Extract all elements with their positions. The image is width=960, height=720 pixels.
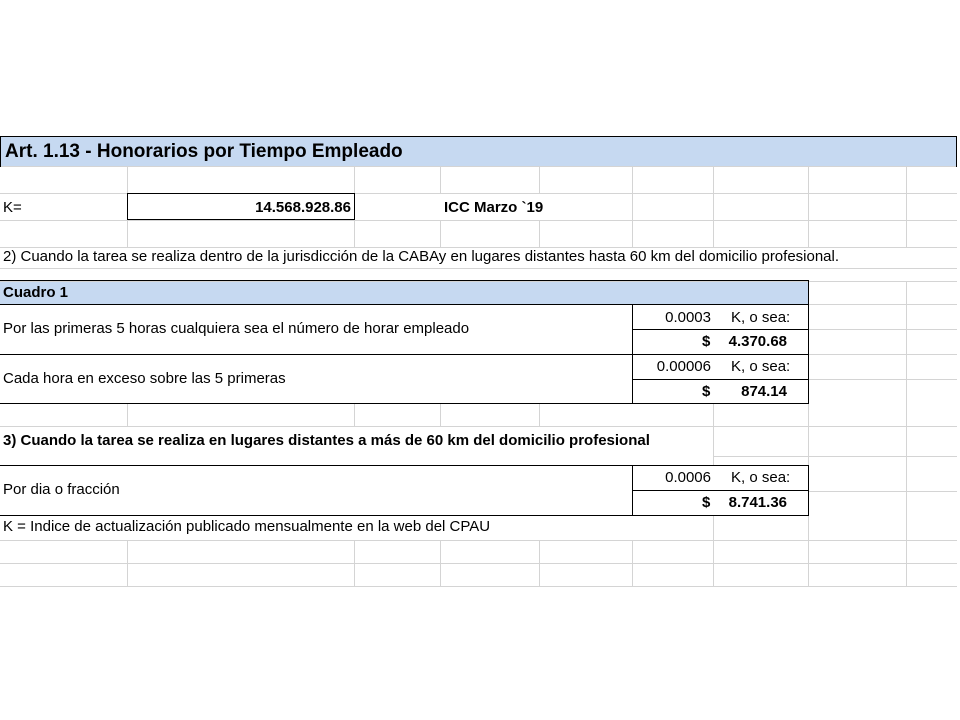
sheet-title: Art. 1.13 - Honorarios por Tiempo Empleado — [5, 141, 403, 162]
row2-description: Cada hora en exceso sobre las 5 primeras — [3, 370, 286, 387]
grid-row-line — [0, 563, 957, 564]
grid-row-line — [0, 586, 957, 587]
table-line — [0, 304, 809, 305]
row1-description: Por las primeras 5 horas cualquiera sea el número de horar empleado — [3, 320, 470, 337]
grid-col-line — [440, 220, 441, 247]
k-value-border — [354, 193, 355, 220]
grid-col-line — [713, 516, 714, 586]
grid-row-line — [0, 281, 957, 282]
grid-row-line — [0, 426, 957, 427]
row3-amount: 8.741.36 — [728, 494, 787, 511]
title-border-top — [0, 136, 957, 137]
row1-coefficient: 0.0003 — [665, 309, 711, 326]
grid-row-line — [0, 540, 957, 541]
title-border-right — [956, 136, 957, 167]
table-line — [0, 465, 809, 466]
k-value: 14.568.928.86 — [255, 199, 351, 216]
k-label: K= — [3, 199, 22, 216]
table-line — [0, 403, 809, 404]
title-border-left — [0, 136, 1, 167]
section3-heading: 3) Cuando la tarea se realiza en lugares distantes a más de 60 km del domicilio profesional — [3, 432, 650, 449]
grid-col-line — [539, 220, 540, 247]
cuadro-band — [0, 281, 808, 304]
table-line — [632, 304, 633, 404]
table-line — [0, 515, 809, 516]
section2-heading: 2) Cuando la tarea se realiza dentro de la jurisdicción de la CABAy en lugares distantes hasta 60 km del domicilio profesional. — [3, 248, 840, 265]
row3-coefficient: 0.0006 — [665, 469, 711, 486]
row3-description: Por dia o fracción — [3, 481, 120, 498]
k-value-border — [127, 193, 128, 220]
k-value-border — [127, 219, 355, 220]
row2-currency: $ — [702, 383, 711, 400]
row3-currency: $ — [702, 494, 711, 511]
row2-k-text: K, o sea: — [731, 358, 791, 375]
row1-amount: 4.370.68 — [728, 333, 787, 350]
row1-currency: $ — [702, 333, 711, 350]
footnote: K = Indice de actualización publicado mensualmente en la web del CPAU — [3, 518, 491, 535]
grid-col-line — [354, 404, 355, 426]
grid-col-line — [539, 404, 540, 426]
grid-row-line — [713, 456, 957, 457]
grid-col-line — [539, 166, 540, 193]
grid-row-line — [808, 379, 957, 380]
row2-amount: 874.14 — [741, 383, 787, 400]
grid-row-line — [808, 491, 957, 492]
row2-coefficient: 0.00006 — [656, 358, 711, 375]
cuadro-border-right — [808, 280, 809, 304]
cuadro-border-top — [0, 280, 809, 281]
grid-col-line — [632, 166, 633, 247]
grid-row-line — [808, 329, 957, 330]
grid-col-line — [440, 404, 441, 426]
grid-col-line — [808, 166, 809, 247]
grid-col-line — [127, 404, 128, 426]
grid-row-line — [0, 220, 957, 221]
table-line — [808, 465, 809, 516]
row1-k-text: K, o sea: — [731, 309, 791, 326]
table-line — [632, 379, 809, 380]
table-line — [632, 329, 809, 330]
row3-k-text: K, o sea: — [731, 469, 791, 486]
grid-row-line — [0, 268, 957, 269]
grid-row-line — [808, 304, 957, 305]
cuadro-title: Cuadro 1 — [3, 284, 69, 301]
grid-col-line — [713, 166, 714, 247]
table-line — [632, 465, 633, 516]
grid-col-line — [906, 166, 907, 247]
grid-col-line — [440, 166, 441, 193]
table-line — [0, 354, 809, 355]
grid-row-line — [0, 166, 957, 167]
grid-row-line — [808, 354, 957, 355]
table-line — [632, 490, 809, 491]
table-line — [808, 304, 809, 404]
k-value-border — [127, 193, 355, 194]
k-reference: ICC Marzo `19 — [444, 199, 544, 216]
